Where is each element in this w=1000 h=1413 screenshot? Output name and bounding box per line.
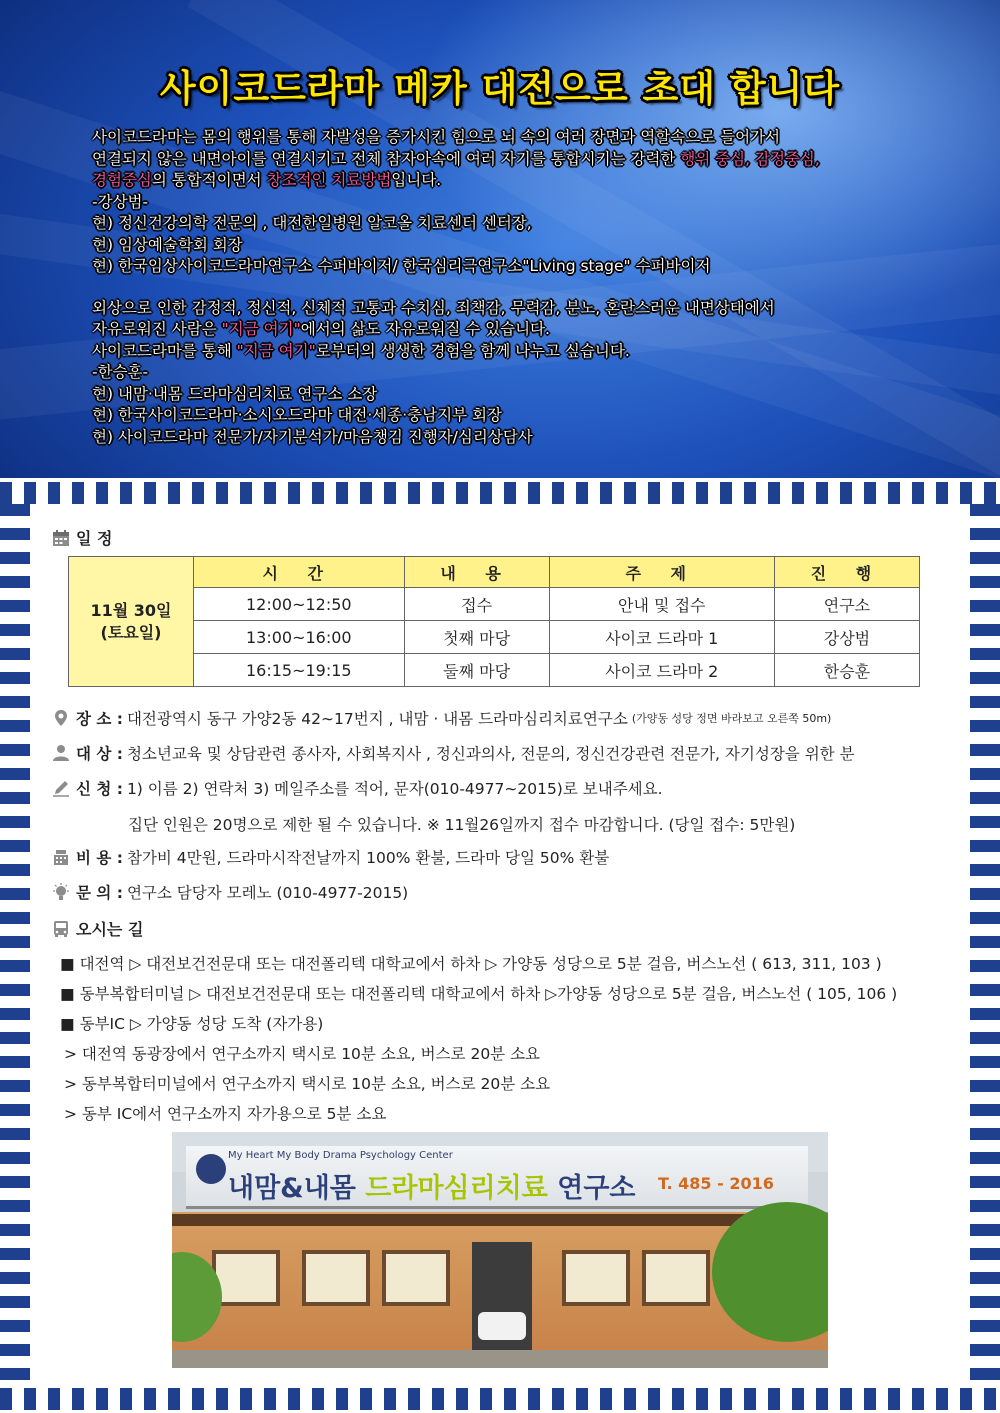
sign-english-name: My Heart My Body Drama Psychology Center [228, 1150, 453, 1161]
highlight-text: 경험중심 [92, 171, 152, 189]
route-note: > 동부복합터미널에서 연구소까지 택시로 10분 소요, 버스로 20분 소요 [64, 1075, 551, 1093]
table-row [69, 621, 920, 654]
stripe-border-top [0, 482, 1000, 504]
intro-line: 사이코드라마는 몸의 행위를 통해 자발성을 증가시킨 힘으로 뇌 속의 여러 장면과 역할속으로 들어가서 [92, 128, 780, 146]
contact-label: 문 의 : [76, 884, 123, 902]
place-label: 장 소 : [76, 710, 123, 728]
route-item: ■ 동부복합터미널 ▷ 대전보건전문대 또는 대전폴리텍 대학교에서 하차 ▷가양동 성당으로 5분 걸음, 버스노선 ( 105, 106 ) [60, 985, 898, 1003]
table-cell: 접수 [404, 588, 549, 621]
col-header-content: 내 용 [404, 557, 549, 588]
lecturer-career: 현) 내맘·내몸 드라마심리치료 연구소 소장 [92, 384, 378, 403]
intro-line: 외상으로 인한 감정적, 정신적, 신체적 고통과 수치심, 죄책감, 무력감, 분노, 혼란스러운 내면상태에서 [92, 298, 775, 317]
sign-main-name: 내맘&내몸 드라마심리치료 연구소 [228, 1173, 636, 1204]
target-line [52, 742, 855, 764]
route-note: > 대전역 동광장에서 연구소까지 택시로 10분 소요, 버스로 20분 소요 [64, 1045, 541, 1063]
apply-value: 1) 이름 2) 연락처 3) 메일주소를 적어, 문자(010-4977∼2015)로 보내주세요. [126, 780, 663, 798]
lecturer-career: 현) 정신건강의학 전문의 , 대전한일병원 알코올 치료센터 센터장, [92, 214, 532, 232]
lecturer-heading: -한승훈- [92, 363, 149, 381]
center-building-photo [172, 1132, 828, 1368]
highlight-text: 행위 중심, 감정중심, [680, 149, 820, 168]
place-note: (가양동 성당 정면 바라보고 오른쪽 50m) [631, 712, 832, 725]
stripe-border-right [970, 504, 1000, 1388]
target-value: 청소년교육 및 상담관련 종사자, 사회복지사 , 정신과의사, 전문의, 정신건강관련 전문가, 자기성장을 위한 분 [126, 745, 855, 763]
apply-label: 신 청 : [76, 780, 123, 798]
route-note: > 동부 IC에서 연구소까지 자가용으로 5분 소요 [64, 1105, 387, 1123]
table-cell: 첫째 마당 [404, 621, 549, 654]
apply-line [52, 777, 663, 799]
col-header-host: 진 행 [774, 557, 919, 588]
table-cell: 사이코 드라마 1 [549, 621, 774, 654]
contact-line [52, 881, 408, 903]
cost-line [52, 846, 609, 868]
event-date: 11월 30일 [90, 600, 172, 620]
contact-value: 연구소 담당자 모레노 (010-4977-2015) [126, 884, 409, 902]
route-item: ■ 동부IC ▷ 가양동 성당 도착 (자가용) [60, 1015, 324, 1033]
target-label: 대 상 : [76, 745, 123, 763]
apply-note: 집단 인원은 20명으로 제한 될 수 있습니다. ※ 11월26일까지 접수 마감합니다. (당일 접수: 5만원) [128, 816, 796, 834]
stripe-border-left [0, 504, 30, 1388]
col-header-topic: 주 제 [549, 557, 774, 588]
table-row [69, 588, 920, 621]
schedule-heading: 일 정 [52, 526, 112, 549]
table-cell: 둘째 마당 [404, 654, 549, 687]
table-cell: 한승훈 [774, 654, 919, 687]
table-cell: 사이코 드라마 2 [549, 654, 774, 687]
lightbulb-icon [52, 883, 70, 901]
pencil-icon [52, 779, 70, 797]
col-header-time: 시 간 [194, 557, 405, 588]
sign-phone: T. 485 - 2016 [658, 1174, 774, 1193]
lecturer-career: 현) 한국사이코드라마·소시오드라마 대전·세종·충남지부 회장 [92, 406, 502, 424]
table-cell: 강상범 [774, 621, 919, 654]
event-date-cell [69, 557, 194, 687]
intro-line: 사이코드라마를 통해 "지금 여기"로부터의 생생한 경험을 함께 나누고 싶습니다. [92, 341, 630, 360]
event-weekday: (토요일) [100, 622, 162, 642]
highlight-text: "지금 여기" [236, 341, 316, 360]
page-title: 사이코드라마 메카 대전으로 초대 합니다 [159, 67, 841, 110]
directions-heading: 오시는 길 [52, 917, 143, 940]
lecturer-heading: -강상범- [92, 192, 149, 211]
bus-icon [52, 920, 70, 938]
intro-line: 연결되지 않은 내면아이를 연결시키고 전체 참자아속에 여러 자기를 통합시키는 강력한 행위 중심, 감정중심, [92, 149, 820, 168]
lecturer-career: 현) 사이코드라마 전문가/자기분석가/마음챙김 진행자/심리상담사 [92, 427, 533, 446]
lecturer-career: 현) 임상예술학회 회장 [92, 235, 243, 254]
intro-line: 자유로워진 사람은 "지금 여기"에서의 삶도 자유로워질 수 있습니다. [92, 320, 550, 338]
highlight-text: "지금 여기" [221, 320, 301, 338]
table-cell: 16:15~19:15 [194, 654, 405, 687]
center-logo-icon [196, 1154, 226, 1184]
route-item: ■ 대전역 ▷ 대전보건전문대 또는 대전폴리텍 대학교에서 하차 ▷ 가양동 성당으로 5분 걸음, 버스노선 ( 613, 311, 103 ) [60, 955, 882, 973]
person-icon [52, 744, 70, 762]
schedule-table [68, 556, 920, 687]
place-line [52, 707, 831, 729]
table-cell: 13:00~16:00 [194, 621, 405, 654]
cash-register-icon [52, 848, 70, 866]
table-row [69, 654, 920, 687]
table-header-row [69, 557, 920, 588]
table-cell: 안내 및 접수 [549, 588, 774, 621]
top-banner [0, 0, 1000, 478]
highlight-text: 창조적인 치료방법 [266, 171, 392, 189]
lecturer-career: 현) 한국임상사이코드라마연구소 수퍼바이저/ 한국심리극연구소"Living stage" 수퍼바이저 [92, 257, 711, 275]
table-cell: 연구소 [774, 588, 919, 621]
intro-text [92, 127, 952, 448]
intro-line: 경험중심의 통합적이면서 창조적인 치료방법입니다. [92, 171, 442, 189]
table-cell: 12:00~12:50 [194, 588, 405, 621]
place-value: 대전광역시 동구 가양2동 42∼17번지 , 내맘 · 내몸 드라마심리치료연구소 [126, 710, 628, 728]
location-pin-icon [52, 709, 70, 727]
center-signboard [186, 1146, 808, 1209]
calendar-icon [52, 529, 70, 547]
cost-label: 비 용 : [76, 849, 123, 867]
cost-value: 참가비 4만원, 드라마시작전날까지 100% 환불, 드라마 당일 50% 환불 [126, 849, 610, 867]
stripe-border-bottom [0, 1388, 1000, 1410]
